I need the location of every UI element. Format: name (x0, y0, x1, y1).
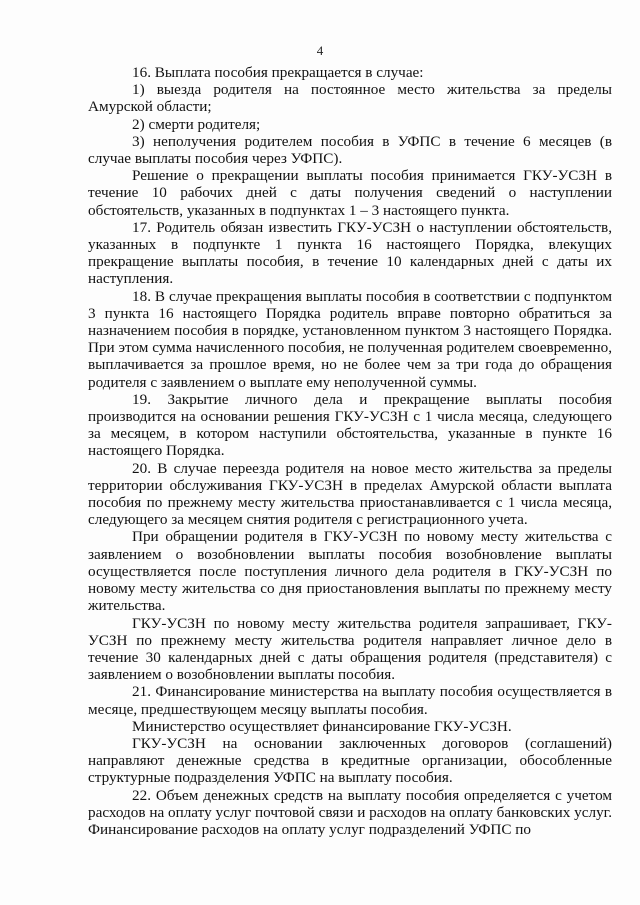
document-body (88, 64, 612, 838)
paragraph-21: 21. Финансирование министерства на выплату пособия осуществляется в месяце, предшествующем месяцу выплаты пособия. (88, 683, 612, 718)
paragraph-20-resumption: При обращении родителя в ГКУ-УСЗН по новому месту жительства с заявлением о возобновлении выплаты пособия возобновление выплаты осуществляется после поступления личного дела родителя в ГКУ-УСЗН по новому месту жительства со дня приостановления выплаты по прежнему месту жительства. (88, 528, 612, 615)
paragraph-16-item-3: 3) неполучения родителем пособия в УФПС в течение 6 месяцев (в случае выплаты пособия через УФПС). (88, 132, 612, 168)
paragraph-19: 19. Закрытие личного дела и прекращение выплаты пособия производится на основании решения ГКУ-УСЗН с 1 числа месяца, следующего за месяцем, в котором наступили обстоятельства, указанные в пункте 16 настоящего Порядка. (88, 390, 612, 460)
paragraph-16: 16. Выплата пособия прекращается в случае: (132, 64, 424, 81)
paragraph-18: 18. В случае прекращения выплаты пособия в соответствии с подпунктом 3 пункта 16 настоящего Порядка родитель вправе повторно обратиться за назначением пособия в порядке, установленном пунктом 3 настоящего Порядка. При этом сумма начисленного пособия, не полученная родителем своевременно, выплачивается за прошлое время, но не более чем за три года до обращения родителя с заявлением о выплате ему неполученной суммы. (88, 287, 612, 391)
paragraph-17: 17. Родитель обязан известить ГКУ-УСЗН о наступлении обстоятельств, указанных в подпункте 1 пункта 16 настоящего Порядка, влекущих прекращение выплаты пособия, в течение 10 календарных дней с даты их наступления. (88, 218, 612, 288)
paragraph-16-item-1: 1) выезда родителя на постоянное место жительства за пределы Амурской области; (88, 81, 612, 116)
paragraph-20: 20. В случае переезда родителя на новое место жительства за пределы территории обслуживания ГКУ-УСЗН в пределах Амурской области выплата пособия по прежнему месту жительства приостанавливается с 1 числа месяца, следующего за месяцем снятия родителя с регистрационного учета. (88, 459, 612, 529)
paragraph-22: 22. Объем денежных средств на выплату пособия определяется с учетом расходов на оплату услуг почтовой связи и расходов на оплату банковских услуг. Финансирование расходов на оплату услуг подразделений УФПС по (88, 786, 612, 838)
paragraph-20-request: ГКУ-УСЗН по новому месту жительства родителя запрашивает, ГКУ-УСЗН по прежнему месту жительства родителя направляет личное дело в течение 30 календарных дней с даты обращения родителя (представителя) с заявлением о возобновлении выплаты пособия. (88, 614, 612, 684)
paragraph-16-item-2: 2) смерти родителя; (132, 115, 261, 133)
paragraph-21-transfer: ГКУ-УСЗН на основании заключенных договоров (соглашений) направляют денежные средства в кредитные организации, обособленные структурные подразделения УФПС на выплату пособия. (88, 734, 612, 787)
page-number: 4 (316, 43, 324, 58)
paragraph-21-ministry: Министерство осуществляет финансирование ГКУ-УСЗН. (132, 717, 512, 735)
paragraph-16-decision: Решение о прекращении выплаты пособия принимается ГКУ-УСЗН в течение 10 рабочих дней с даты получения сведений о наступлении обстоятельств, указанных в подпунктах 1 – 3 настоящего пункта. (88, 167, 612, 219)
